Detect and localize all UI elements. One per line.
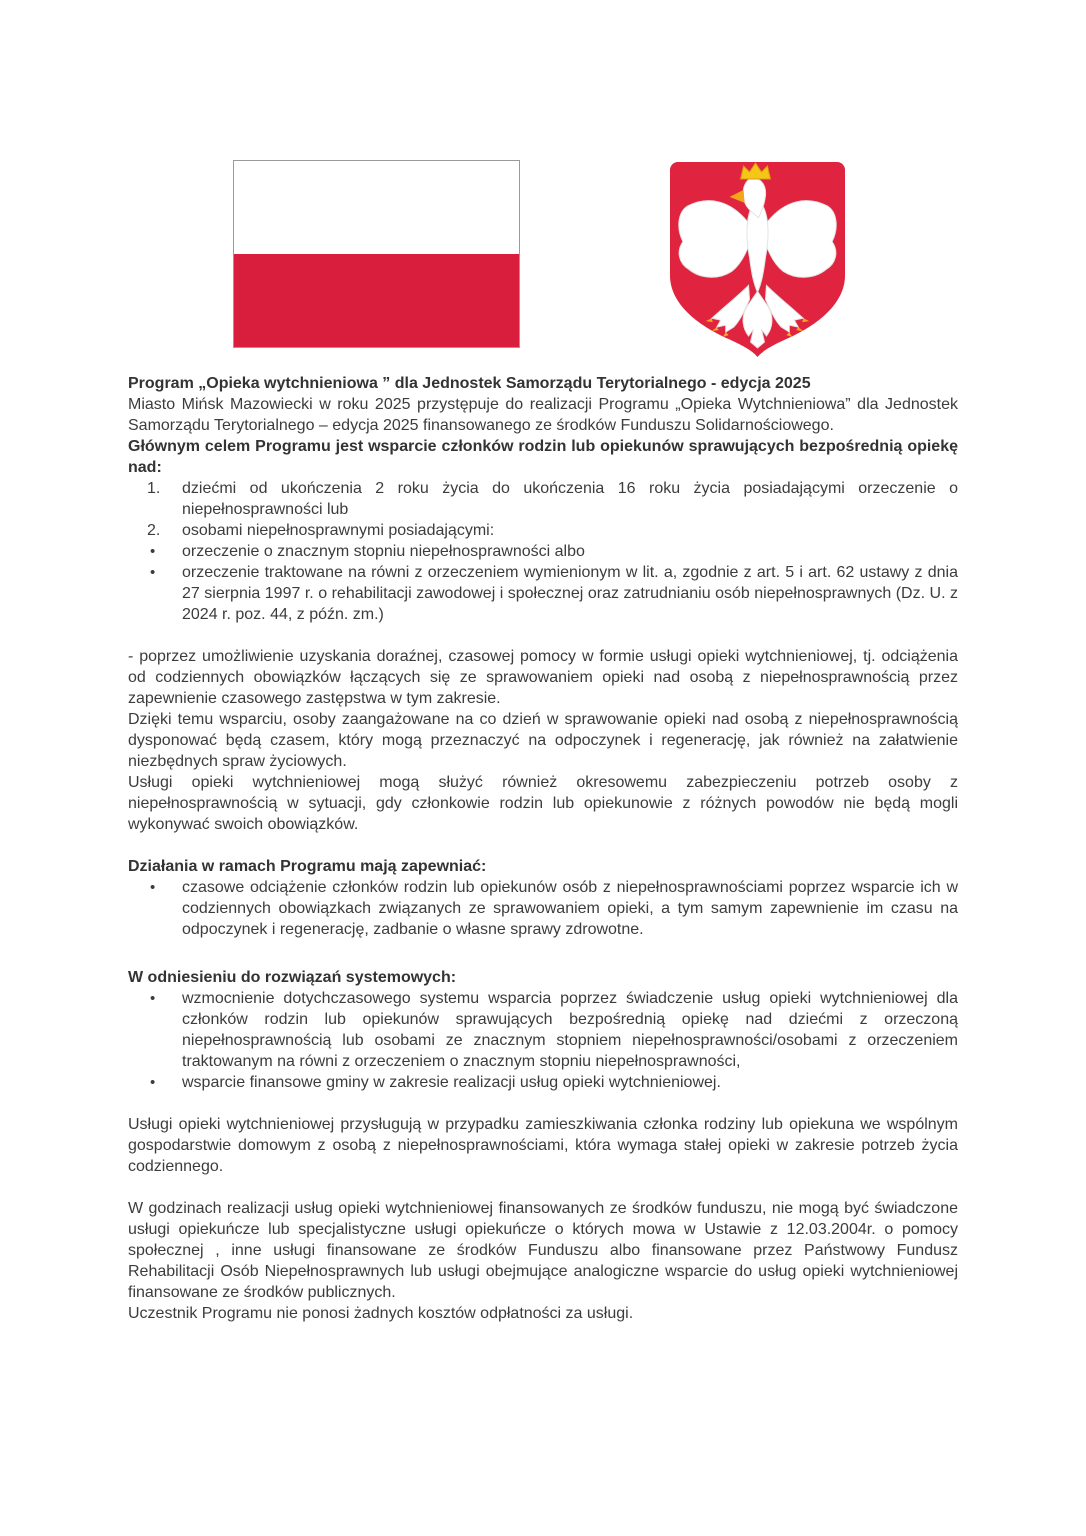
blank-line: [128, 940, 958, 967]
bullet-icon: •: [150, 1074, 156, 1091]
bullet-item-text: wsparcie finansowe gminy w zakresie realizacji usług opieki wytchnieniowej.: [182, 1074, 721, 1091]
list-number: 1.: [147, 480, 161, 497]
bullet-item-text: wzmocnienie dotychczasowego systemu wsparcia poprzez świadczenie usług opieki wytchnieniowej dla członków rodzin lub opiekunów sprawujących bezpośrednią opiekę nad dziećmi z orzeczoną niepełnosprawnością lub osobami ze znacznym stopniem niepełnosprawności/osobami z orzeczeniem traktowanym na równi z orzeczeniem o znacznym stopniu niepełnosprawności,: [182, 990, 958, 1070]
blank-line: [128, 835, 958, 856]
bullet-item: [128, 988, 958, 1072]
bullet-icon: •: [150, 879, 156, 896]
document-header: [0, 0, 1086, 373]
bullet-icon: •: [150, 564, 156, 581]
bullet-icon: •: [150, 990, 156, 1007]
bullet-item-text: orzeczenie traktowane na równi z orzeczeniem wymienionym w lit. a, zgodnie z art. 5 i art. 62 ustawy z dnia 27 sierpnia 1997 r. o rehabilitacji zawodowej i społecznej oraz zatrudnianiu osób niepełnosprawnych (Dz. U. z 2024 r. poz. 44, z późn. zm.): [182, 564, 958, 623]
paragraph-no-cost: Uczestnik Programu nie ponosi żadnych kosztów odpłatności za usługi.: [128, 1305, 634, 1322]
numbered-item: [128, 520, 958, 541]
paragraph-periodic-support: Usługi opieki wytchnieniowej mogą służyć również okresowemu zabezpieczeniu potrzeb osoby z niepełnosprawnością w sytuacji, gdy członkowie rodzin lub opiekunowie z różnych powodów nie będą mogli wykonywać swoich obowiązków.: [128, 774, 958, 833]
paragraph-benefit: Dzięki temu wsparciu, osoby zaangażowane na co dzień w sprawowanie opieki nad osobą z niepełnosprawnością dysponować będą czasem, który mogą przeznaczyć na odpoczynek i regenerację, jak również na załatwienie niezbędnych spraw życiowych.: [128, 711, 958, 770]
section-heading-activities: Działania w ramach Programu mają zapewniać:: [128, 858, 487, 875]
poland-coat-of-arms-image: [668, 159, 847, 360]
numbered-item-text: dziećmi od ukończenia 2 roku życia do ukończenia 16 roku życia posiadającymi orzeczenie o niepełnosprawności lub: [182, 480, 958, 518]
poland-flag-image: [233, 160, 520, 348]
doc-title: Program „Opieka wytchnieniowa ” dla Jednostek Samorządu Terytorialnego - edycja 2025: [128, 375, 811, 392]
bullet-item: [128, 562, 958, 625]
paragraph-purpose: - poprzez umożliwienie uzyskania doraźnej, czasowej pomocy w formie usługi opieki wytchnieniowej, tj. odciążenia od codziennych obowiązków łączących się ze sprawowaniem opieki nad osobą z niepełnosprawnością przez zapewnienie czasowego zastępstwa w tym zakresie.: [128, 648, 958, 707]
section-heading-systemic: W odniesieniu do rozwiązań systemowych:: [128, 969, 457, 986]
flag-white-stripe: [234, 161, 519, 254]
blank-line: [128, 1093, 958, 1114]
document-body: [0, 373, 1086, 1384]
blank-line: [128, 1177, 958, 1198]
list-number: 2.: [147, 522, 161, 539]
paragraph-eligibility: Usługi opieki wytchnieniowej przysługują w przypadku zamieszkiwania członka rodziny lub opiekuna we wspólnym gospodarstwie domowym z osobą z niepełnosprawnościami, która wymaga stałej opieki w zakresie potrzeb życia codziennego.: [128, 1116, 958, 1175]
numbered-item-text: osobami niepełnosprawnymi posiadającymi:: [182, 522, 495, 539]
bullet-item: [128, 541, 958, 562]
section-heading-main-goal: Głównym celem Programu jest wsparcie członków rodzin lub opiekunów sprawujących bezpośrednią opiekę nad:: [128, 438, 958, 476]
paragraph-intro: Miasto Mińsk Mazowiecki w roku 2025 przystępuje do realizacji Programu „Opieka Wytchnieniowa” dla Jednostek Samorządu Terytorialnego – edycja 2025 finansowanego ze środków Funduszu Solidarnościowego.: [128, 396, 958, 434]
bullet-item-text: czasowe odciążenie członków rodzin lub opiekunów osób z niepełnosprawnościami poprzez wsparcie ich w codziennych obowiązkach związanych ze sprawowaniem opieki, a tym samym zapewnienie im czasu na odpoczynek i regenerację, zadbanie o własne sprawy zdrowotne.: [182, 879, 958, 938]
bullet-item-text: orzeczenie o znacznym stopniu niepełnosprawności albo: [182, 543, 585, 560]
bullet-icon: •: [150, 543, 156, 560]
bullet-item: [128, 877, 958, 940]
eagle-emblem-icon: [668, 159, 847, 360]
flag-red-stripe: [234, 254, 519, 347]
paragraph-restrictions: W godzinach realizacji usług opieki wytchnieniowej finansowanych ze środków funduszu, nie mogą być świadczone usługi opiekuńcze lub specjalistyczne usługi opiekuńcze o których mowa w Ustawie z 12.03.2004r. o pomocy społecznej , inne usługi finansowane ze środków Funduszu albo finansowane przez Państwowy Fundusz Rehabilitacji Osób Niepełnosprawnych lub usługi obejmujące analogiczne wsparcie do usług opieki wytchnieniowej finansowane ze środków publicznych.: [128, 1200, 958, 1301]
blank-line: [128, 625, 958, 646]
bullet-item: [128, 1072, 958, 1093]
numbered-item: [128, 478, 958, 520]
